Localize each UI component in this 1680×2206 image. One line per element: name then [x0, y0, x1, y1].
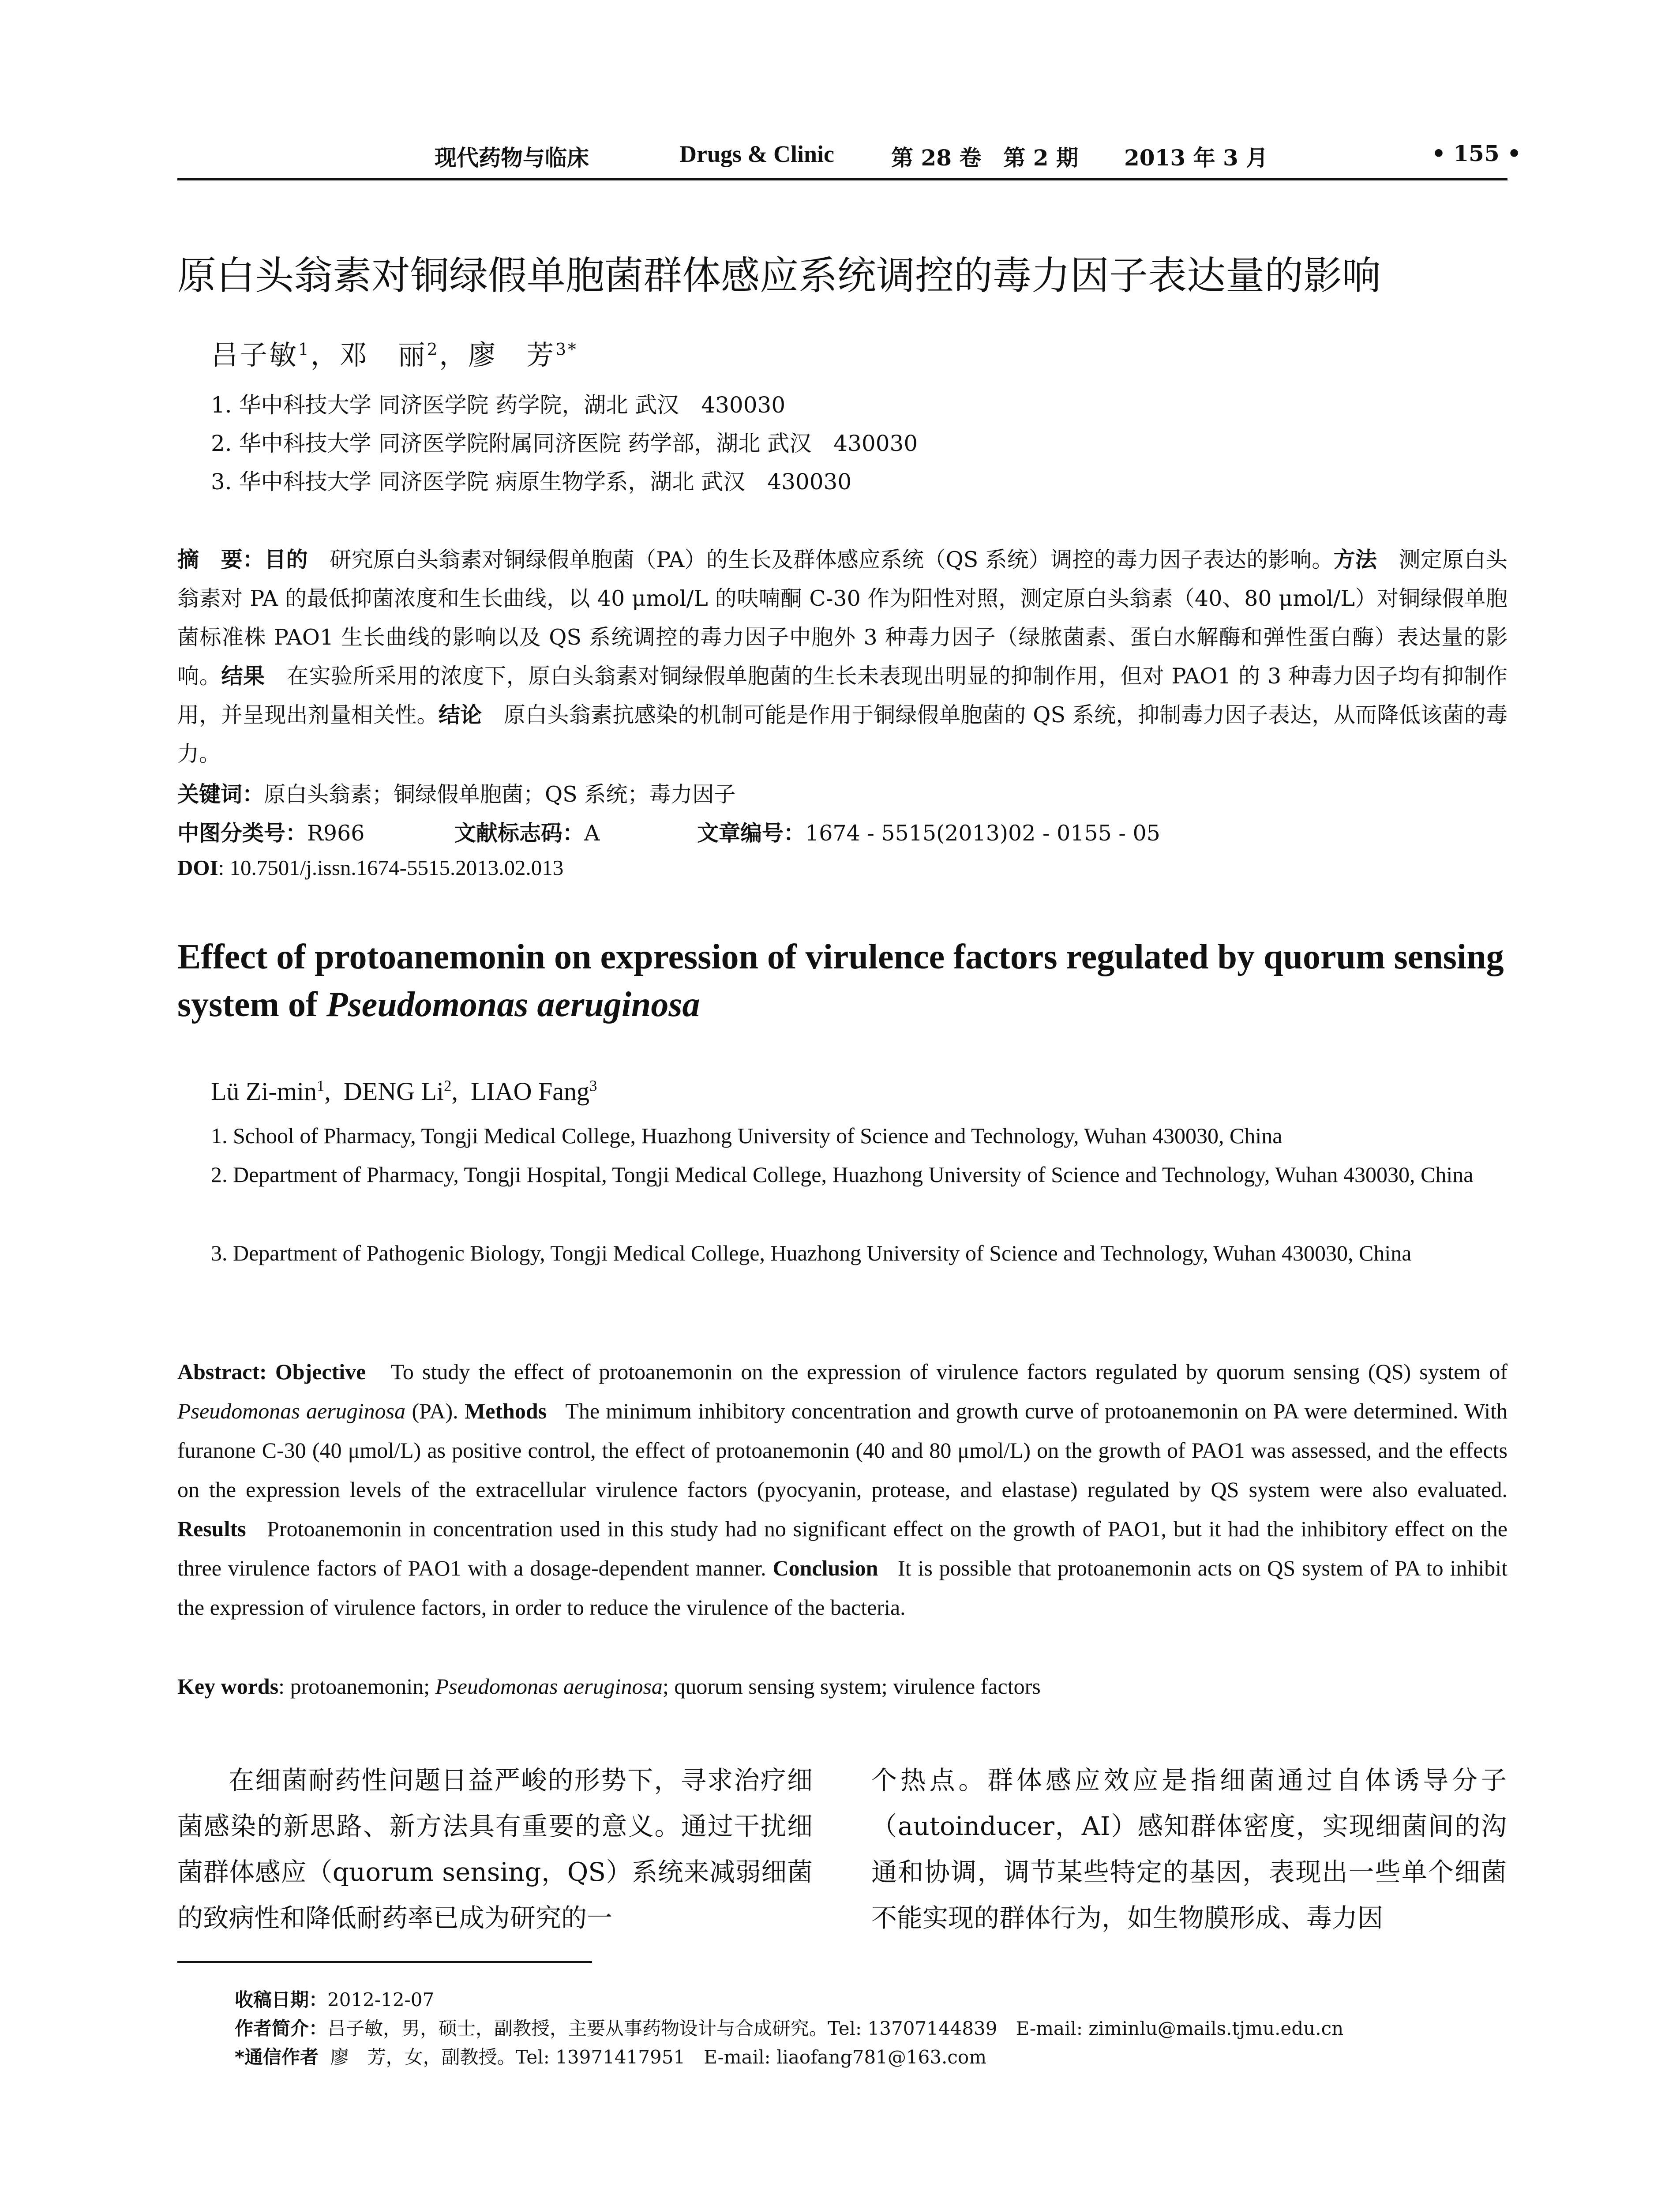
affiliation-en-1: 1. School of Pharmacy, Tongji Medical College, Huazhong University of Science and Technology, Wuhan 430030, China: [211, 1123, 1282, 1148]
title-cn: 原白头翁素对铜绿假单胞菌群体感应系统调控的毒力因子表达量的影响: [177, 253, 1381, 298]
affiliation-cn-2: 2. 华中科技大学 同济医学院附属同济医院 药学部，湖北 武汉 430030: [211, 431, 918, 456]
author-3-cn: 廖 芳: [468, 339, 556, 371]
abstract-cn: 摘 要：目的 研究原白头翁素对铜绿假单胞菌（PA）的生长及群体感应系统（QS 系统）调控的毒力因子表达的影响。方法 测定原白头翁素对 PA 的最低抑菌浓度和生长曲线，以 40 μmol/L 的呋喃酮 C-30 作为阳性对照，测定原白头翁素（40、80 μmol/L）对铜绿假单胞菌标准株 PAO1 生长曲线的影响以及 QS 系统调控的毒力因子中胞外 3 种毒力因子（绿脓菌素、蛋白水解酶和弹性蛋白酶）表达量的影响。结果 在实验所采用的浓度下，原白头翁素对铜绿假单胞菌的生长未表现出明显的抑制作用，但对 PAO1 的 3 种毒力因子均有抑制作用，并呈现出剂量相关性。结论 原白头翁素抗感染的机制可能是作用于铜绿假单胞菌的 QS 系统，抑制毒力因子表达，从而降低该菌的毒力。: [177, 547, 1508, 766]
author-3-en: LIAO Fang: [470, 1077, 589, 1106]
author-1-en: Lü Zi-min: [211, 1077, 317, 1106]
volume-issue: 第 28 卷 第 2 期: [891, 145, 1078, 171]
affiliation-en-2: 2. Department of Pharmacy, Tongji Hospital, Tongji Medical College, Huazhong University of Science and Technology, Wuhan 430030, China: [211, 1162, 1474, 1187]
doi: DOI: 10.7501/j.issn.1674-5515.2013.02.013: [177, 855, 564, 880]
affiliation-cn-3: 3. 华中科技大学 同济医学院 病原生物学系，湖北 武汉 430030: [211, 469, 852, 495]
abstract-en: Abstract: Objective To study the effect of protoanemonin on the expression of virulence factors regulated by quorum sensing (QS) system of Pseudomonas aeruginosa (PA). Methods The minimum inhibitory concentration and growth curve of protoanemonin on PA were determined. With furanone C-30 (40 μmol/L) as positive control, the effect of protoanemonin (40 and 80 μmol/L) on the growth of PAO1 was assessed, and the effects on the expression levels of the extracellular virulence factors (pyocyanin, protease, and elastase) regulated by QS system were also evaluated. Results Protoanemonin in concentration used in this study had no significant effect on the growth of PAO1, but it had the inhibitory effect on the three virulence factors of PAO1 with a dosage-dependent manner. Conclusion It is possible that protoanemonin acts on QS system of PA to inhibit the expression of virulence factors, in order to reduce the virulence of the bacteria.: [177, 1359, 1508, 1620]
classification-row: 中图分类号：R966: [177, 821, 365, 846]
affiliation-cn-1: 1. 华中科技大学 同济医学院 药学院，湖北 武汉 430030: [211, 392, 786, 418]
body-left-column: 在细菌耐药性问题日益严峻的形势下，寻求治疗细菌感染的新思路、新方法具有重要的意义。通过干扰细菌群体感应（quorum sensing，QS）系统来减弱细菌的致病性和降低耐药率已成为研究的一: [177, 1765, 813, 1933]
title-en: Effect of protoanemonin on expression of virulence factors regulated by quorum sensing system of Pseudomonas aeruginosa: [177, 938, 1504, 1024]
journal-name-cn: 现代药物与临床: [435, 145, 589, 171]
document-code: 文献标志码：A: [454, 821, 600, 846]
author-2-en: DENG Li: [343, 1077, 444, 1106]
body-right-column: 个热点。群体感应效应是指细菌通过自体诱导分子（autoinducer，AI）感知群体密度，实现细菌间的沟通和协调，调节某些特定的基因，表现出一些单个细菌不能实现的群体行为，如生物膜形成、毒力因: [871, 1765, 1507, 1933]
affiliation-en-3: 3. Department of Pathogenic Biology, Tongji Medical College, Huazhong University of Science and Technology, Wuhan 430030, China: [211, 1241, 1412, 1265]
article-number: 文章编号：1674 - 5515(2013)02 - 0155 - 05: [697, 821, 1160, 846]
keywords-en: Key words: protoanemonin; Pseudomonas aeruginosa; quorum sensing system; virulence factors: [177, 1674, 1041, 1699]
footnote-corresponding: *通信作者 廖 芳，女，副教授。Tel: 13971417951 E-mail: liaofang781@163.com: [235, 2046, 987, 2068]
keywords-cn: 关键词：原白头翁素；铜绿假单胞菌；QS 系统；毒力因子: [177, 782, 736, 807]
footnote-received: 收稿日期：2012-12-07: [235, 1989, 435, 2011]
issue-date: 2013 年 3 月: [1124, 145, 1268, 171]
header-rule: [177, 178, 1508, 180]
authors-en: Lü $Zi-\min^1$, DENG Li$^2$, LIAO Fang$^3$: [211, 1077, 597, 1106]
author-1-cn: 吕子敏: [211, 339, 299, 371]
page-number: • 155 •: [1432, 140, 1522, 166]
footnote-author: 作者简介：吕子敏，男，硕士，副教授，主要从事药物设计与合成研究。Tel: 13707144839 E-mail: ziminlu@mails.tjmu.edu.cn: [235, 2018, 1344, 2039]
authors-cn: 吕子敏$^1$，邓 丽$^2$，廖 芳$^{3*}$: [211, 339, 578, 371]
footnote-rule: [177, 1961, 592, 1963]
journal-name-en: Drugs & Clinic: [679, 141, 834, 167]
author-2-cn: 邓 丽: [339, 339, 427, 371]
